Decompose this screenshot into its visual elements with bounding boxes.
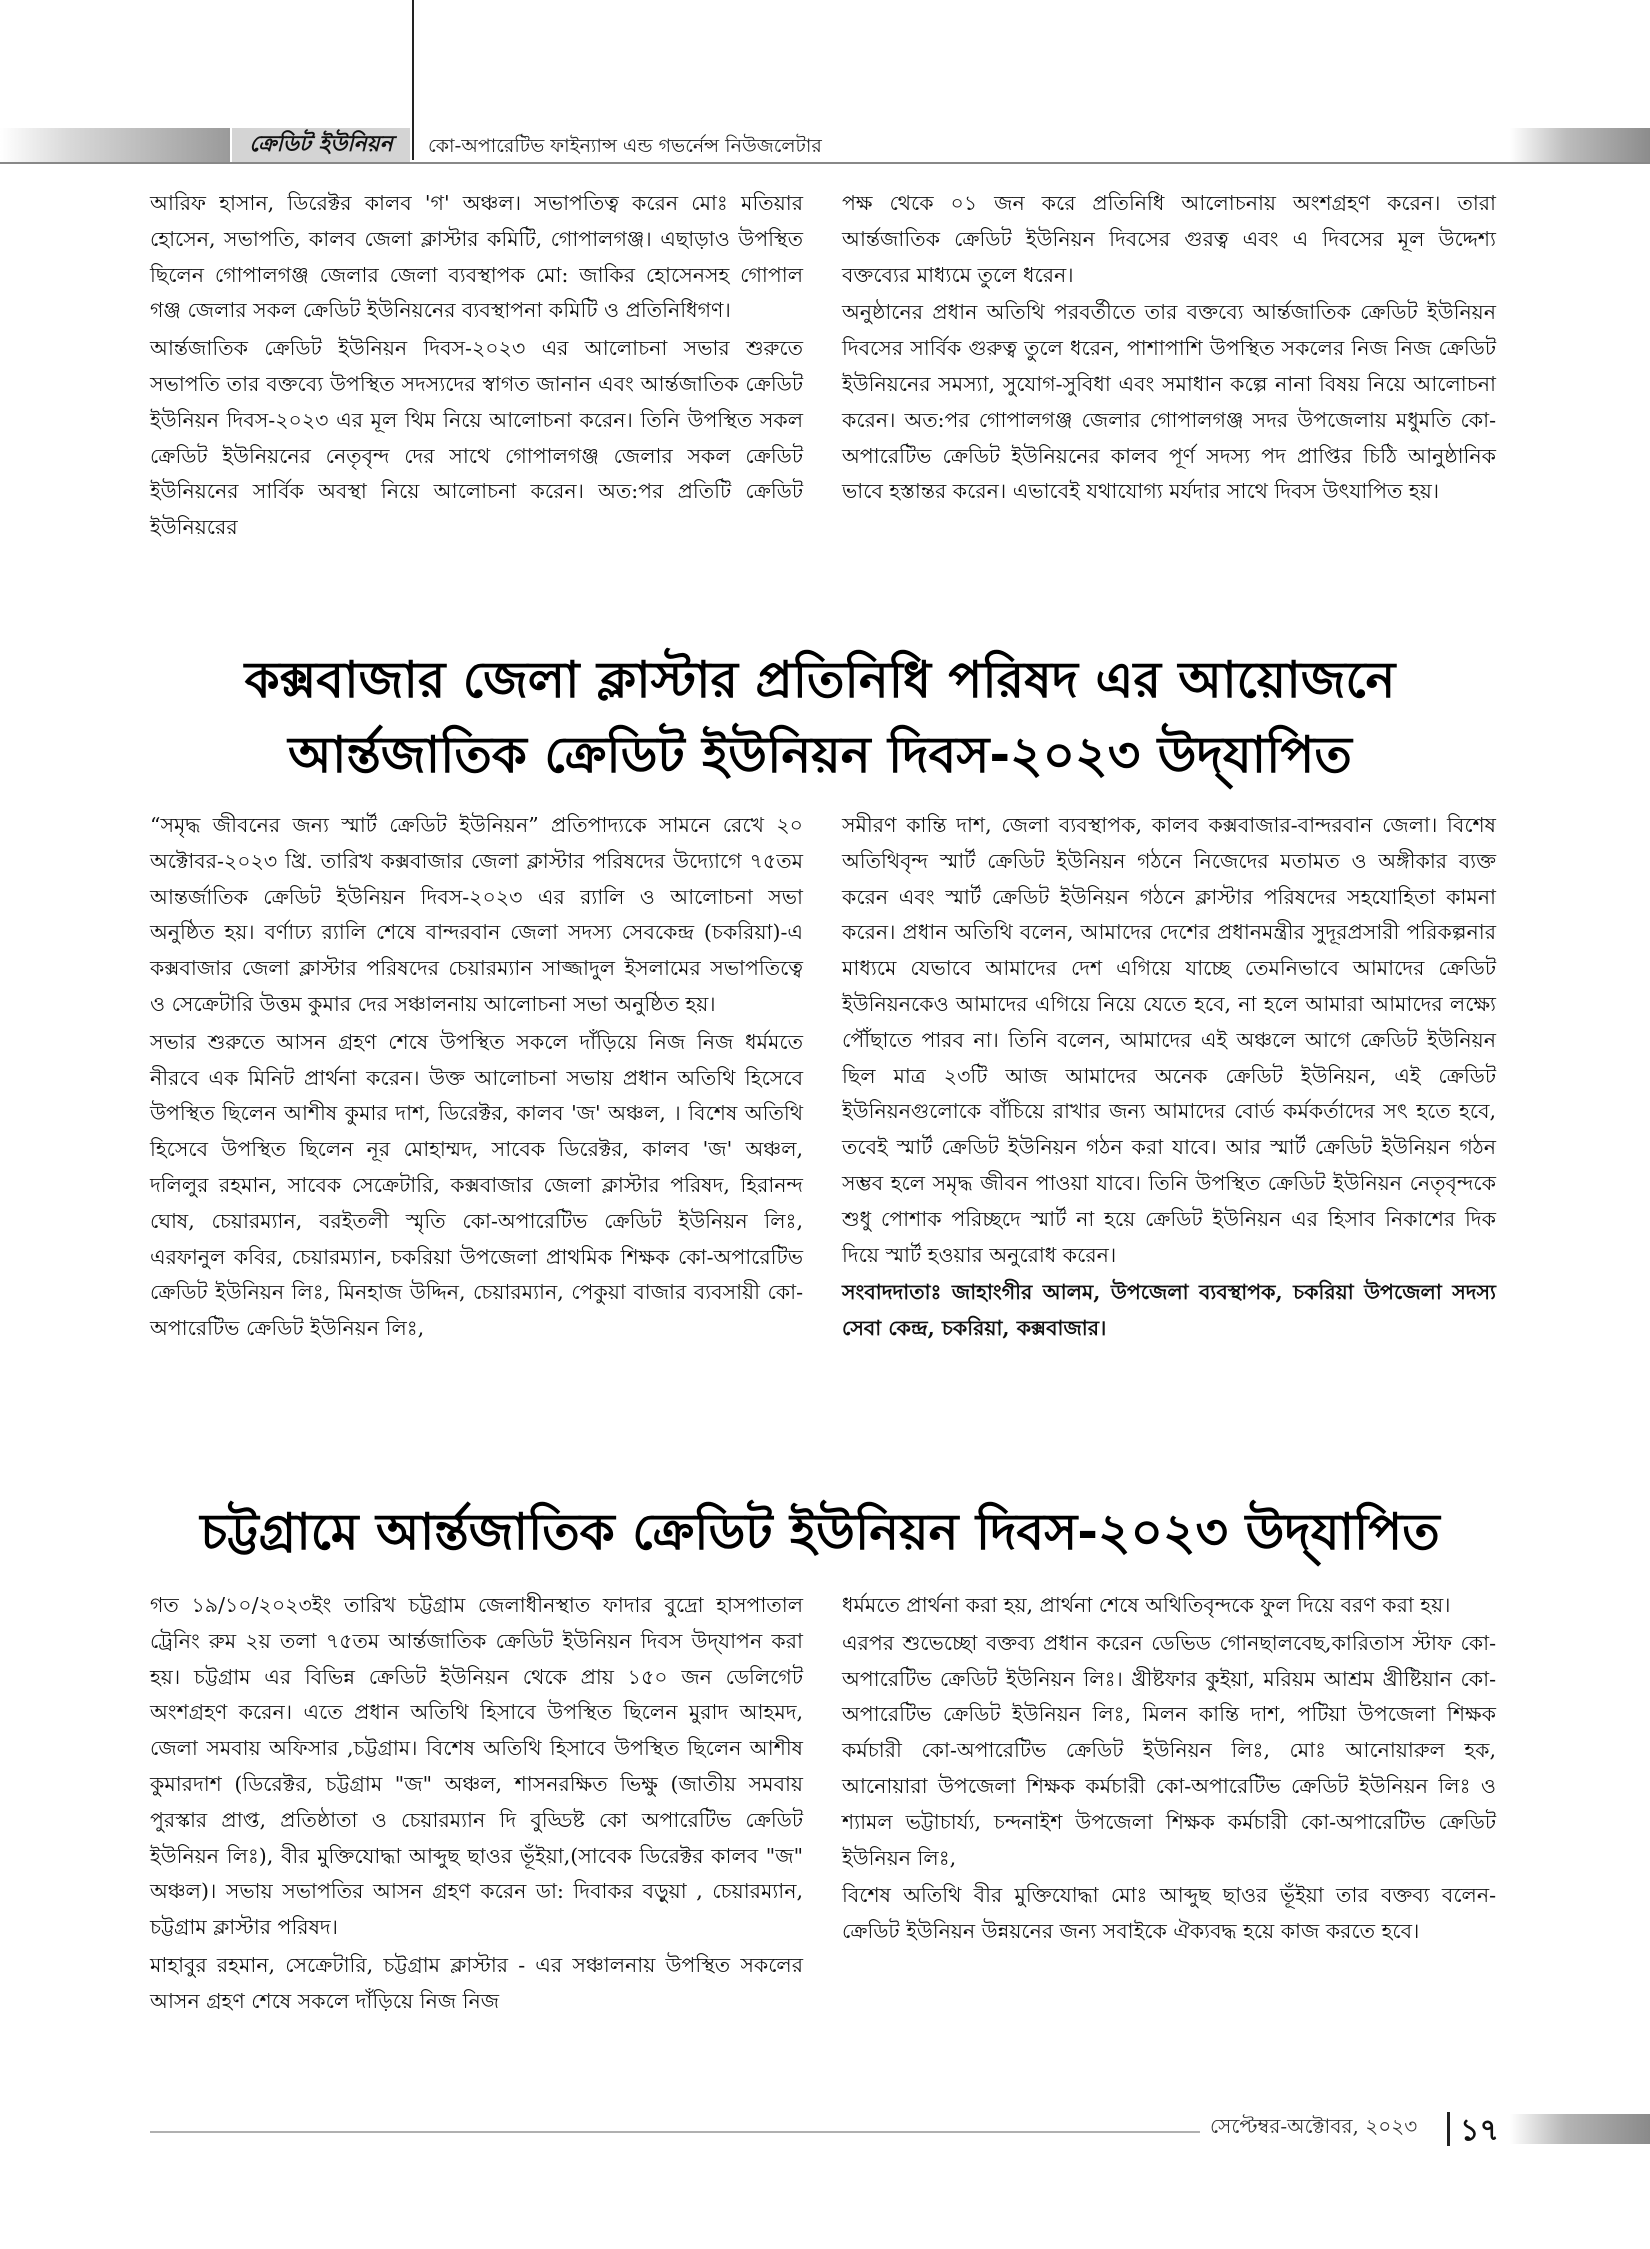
masthead-tagline: কো-অপারেটিভ ফাইন্যান্স এন্ড গভর্নেন্স নিউজলেটার	[428, 135, 822, 157]
reporter-credit: সংবাদদাতাঃ জাহাংগীর আলম, উপজেলা ব্যবস্থাপক, চকরিয়া উপজেলা সদস্য সেবা কেন্দ্র, চকরিয়া, কক্সবাজার।	[842, 1280, 1496, 1341]
article3-left-column	[150, 1588, 803, 2022]
paragraph: গত ১৯/১০/২০২৩ইং তারিখ চট্টগ্রাম জেলাধীনস্থাত ফাদার বুদ্রো হাসপাতাল ট্রেনিং রুম ২য় তলা ৭৫তম আর্ন্তজাতিক ক্রেডিট ইউনিয়ন দিবস উদ্‌যাপন করা হয়। চট্টগ্রাম এর বিভিন্ন ক্রেডিট ইউনিয়ন থেকে প্রায় ১৫০ জন ডেলিগেট অংশগ্রহণ করেন। এতে প্রধান অতিথি হিসাবে উপস্থিত ছিলেন মুরাদ আহমদ, জেলা সমবায় অফিসার ,চট্টগ্রাম। বিশেষ অতিথি হিসাবে উপস্থিত ছিলেন আশীষ কুমারদাশ (ডিরেক্টর, চট্টগ্রাম "জ" অঞ্চল, শাসনরক্ষিত ভিক্ষু (জাতীয় সমবায় পুরস্কার প্রাপ্ত, প্রতিষ্ঠাতা ও চেয়ারম্যান দি বুড্ডিষ্ট কো অপারেটিভ ক্রেডিট ইউনিয়ন লিঃ), বীর মুক্তিযোদ্ধা আব্দুছ ছাওর ভূঁইয়া,(সাবেক ডিরেক্টর কালব "জ" অঞ্চল)। সভায় সভাপতির আসন গ্রহণ করেন ডা: দিবাকর বড়ুয়া , চেয়ারম্যান, চট্টগ্রাম ক্লাস্টার পরিষদ।	[150, 1593, 803, 1940]
paragraph: পক্ষ থেকে ০১ জন করে প্রতিনিধি আলোচনায় অংশগ্রহণ করেন। তারা আর্ন্তজাতিক ক্রেডিট ইউনিয়ন দিবসের গুরত্ব এবং এ দিবসের মূল উদ্দেশ্য বক্তব্যের মাধ্যমে তুলে ধরেন।	[842, 191, 1496, 287]
paragraph: মাহাবুর রহমান, সেক্রেটারি, চট্টগ্রাম ক্লাস্টার - এর সঞ্চালনায় উপস্থিত সকলের আসন গ্রহণ শেষে সকলে দাঁড়িয়ে নিজ নিজ	[150, 1952, 803, 2013]
masthead-gradient-right	[1510, 128, 1650, 162]
paragraph: “সমৃদ্ধ জীবনের জন্য স্মার্ট ক্রেডিট ইউনিয়ন” প্রতিপাদ্যকে সামনে রেখে ২০ অক্টোবর-২০২৩ খ্রি. তারিখ কক্সবাজার জেলা ক্লাস্টার পরিষদের উদ্যোগে ৭৫তম আন্তর্জাতিক ক্রেডিট ইউনিয়ন দিবস-২০২৩ এর র‍্যালি ও আলোচনা সভা অনুষ্ঠিত হয়। বর্ণাঢ্য র‍্যালি শেষে বান্দরবান জেলা সদস্য সেবকেন্দ্র (চকরিয়া)-এ কক্সবাজার জেলা ক্লাস্টার পরিষদের চেয়ারম্যান সাজ্জাদুল ইসলামের সভাপতিত্বে ও সেক্রেটারি উত্তম কুমার দের সঞ্চালনায় আলোচনা সভা অনুষ্ঠিত হয়।	[150, 813, 803, 1016]
paragraph: আরিফ হাসান, ডিরেক্টর কালব 'গ' অঞ্চল। সভাপতিত্ব করেন মোঃ মতিয়ার হোসেন, সভাপতি, কালব জেলা ক্লাস্টার কমিটি, গোপালগঞ্জ। এছাড়াও উপস্থিত ছিলেন গোপালগঞ্জ জেলার জেলা ব্যবস্থাপক মো: জাকির হোসেনসহ গোপাল গঞ্জ জেলার সকল ক্রেডিট ইউনিয়নের ব্যবস্থাপনা কমিটি ও প্রতিনিধিগণ।	[150, 191, 803, 323]
article2-headline-line2: আর্ন্তজাতিক ক্রেডিট ইউনিয়ন দিবস-২০২৩ উদ্‌যাপিত	[288, 726, 1352, 784]
footer-rule	[150, 2131, 1200, 2133]
issue-date: সেপ্টেম্বর-অক্টোবর, ২০২৩	[1210, 2114, 1418, 2138]
page-number: ১৭	[1460, 2113, 1499, 2148]
article3-headline: চট্টগ্রামে আর্ন্তজাতিক ক্রেডিট ইউনিয়ন দিবস-২০২৩ উদ্‌যাপিত	[200, 1503, 1440, 1561]
footer-gradient	[1510, 2114, 1650, 2144]
article1-left-column	[150, 186, 803, 548]
masthead	[0, 128, 1650, 162]
masthead-rule	[0, 162, 1650, 164]
masthead-logo: ক্রেডিট ইউনিয়ন	[232, 128, 410, 162]
paragraph: আর্ন্তজাতিক ক্রেডিট ইউনিয়ন দিবস-২০২৩ এর আলোচনা সভার শুরুতে সভাপতি তার বক্তব্যে উপস্থিত সদস্যদের স্বাগত জানান এবং আর্ন্তজাতিক ক্রেডিট ইউনিয়ন দিবস-২০২৩ এর মূল থিম নিয়ে আলোচনা করেন। তিনি উপস্থিত সকল ক্রেডিট ইউনিয়নের নেতৃবৃন্দ দের সাথে গোপালগঞ্জ জেলার সকল ক্রেডিট ইউনিয়নের সার্বিক অবস্থা নিয়ে আলোচনা করেন। অত:পর প্রতিটি ক্রেডিট ইউনিয়রের	[150, 336, 803, 540]
paragraph: অনুষ্ঠানের প্রধান অতিথি পরবর্তীতে তার বক্তব্যে আর্ন্তজাতিক ক্রেডিট ইউনিয়ন দিবসের সার্বিক গুরুত্ব তুলে ধরেন, পাশাপাশি উপস্থিত সকলের নিজ নিজ ক্রেডিট ইউনিয়নের সমস্যা, সুযোগ-সুবিধা এবং সমাধান কল্পে নানা বিষয় নিয়ে আলোচনা করেন। অত:পর গোপালগঞ্জ জেলার গোপালগঞ্জ সদর উপজেলায় মধুমতি কো-অপারেটিভ ক্রেডিট ইউনিয়নের কালব পূর্ণ সদস্য পদ প্রাপ্তির চিঠি আনুষ্ঠানিক ভাবে হস্তান্তর করেন। এভাবেই যথাযোগ্য মর্যদার সাথে দিবস উৎযাপিত হয়।	[842, 300, 1496, 504]
paragraph: এরপর শুভেচ্ছো বক্তব্য প্রধান করেন ডেভিড গোনছালবেছ,কারিতাস স্টাফ কো-অপারেটিভ ক্রেডিট ইউনিয়ন লিঃ। খ্রীষ্টফার কুইয়া, মরিয়ম আশ্রম খ্রীষ্টিয়ান কো-অপারেটিভ ক্রেডিট ইউনিয়ন লিঃ, মিলন কান্তি দাশ, পটিয়া উপজেলা শিক্ষক কর্মচারী কো-অপারেটিভ ক্রেডিট ইউনিয়ন লিঃ, মোঃ আনোয়ারুল হক, আনোয়ারা উপজেলা শিক্ষক কর্মচারী কো-অপারেটিভ ক্রেডিট ইউনিয়ন লিঃ ও শ্যামল ভট্টাচার্য্য, চন্দনাইশ উপজেলা শিক্ষক কর্মচারী কো-অপারেটিভ ক্রেডিট ইউনিয়ন লিঃ,	[842, 1630, 1496, 1870]
article2-headline-line1: কক্সবাজার জেলা ক্লাস্টার প্রতিনিধি পরিষদ এর আয়োজনে	[244, 651, 1396, 709]
article3-right-column	[842, 1588, 1496, 1952]
paragraph: বিশেষ অতিথি বীর মুক্তিযোদ্ধা মোঃ আব্দুছ ছাওর ভূঁইয়া তার বক্তব্য বলেন- ক্রেডিট ইউনিয়ন উন্নয়নের জন্য সবাইকে ঐক্যবদ্ধ হয়ে কাজ করতে হবে।	[842, 1883, 1496, 1944]
paragraph: সভার শুরুতে আসন গ্রহণ শেষে উপস্থিত সকলে দাঁড়িয়ে নিজ নিজ ধর্মমতে নীরবে এক মিনিট প্রার্থনা করেন। উক্ত আলোচনা সভায় প্রধান অতিথি হিসেবে উপস্থিত ছিলেন আশীষ কুমার দাশ, ডিরেক্টর, কালব 'জ' অঞ্চল, । বিশেষ অতিথি হিসেবে উপস্থিত ছিলেন নূর মোহাম্মদ, সাবেক ডিরেক্টর, কালব 'জ' অঞ্চল, দলিলুর রহমান, সাবেক সেক্রেটারি, কক্সবাজার জেলা ক্লাস্টার পরিষদ, হিরানন্দ ঘোষ, চেয়ারম্যান, বরইতলী স্মৃতি কো-অপারেটিভ ক্রেডিট ইউনিয়ন লিঃ, এরফানুল কবির, চেয়ারম্যান, চকরিয়া উপজেলা প্রাথমিক শিক্ষক কো-অপারেটিভ ক্রেডিট ইউনিয়ন লিঃ, মিনহাজ উদ্দিন, চেয়ারম্যান, পেকুয়া বাজার ব্যবসায়ী কো-অপারেটিভ ক্রেডিট ইউনিয়ন লিঃ,	[150, 1029, 803, 1341]
article2-left-column	[150, 808, 803, 1349]
article2-right-column	[842, 808, 1496, 1349]
footer-separator	[1447, 2112, 1450, 2146]
masthead-gradient-left	[0, 128, 230, 162]
article1-right-column	[842, 186, 1496, 512]
paragraph: ধর্মমতে প্রার্থনা করা হয়, প্রার্থনা শেষে অথিতিবৃন্দকে ফুল দিয়ে বরণ করা হয়।	[842, 1593, 1451, 1617]
paragraph: সমীরণ কান্তি দাশ, জেলা ব্যবস্থাপক, কালব কক্সবাজার-বান্দরবান জেলা। বিশেষ অতিথিবৃন্দ স্মার্ট ক্রেডিট ইউনিয়ন গঠনে নিজেদের মতামত ও অঙ্গীকার ব্যক্ত করেন এবং স্মার্ট ক্রেডিট ইউনিয়ন গঠনে ক্লাস্টার পরিষদের সহযোহিতা কামনা করেন। প্রধান অতিথি বলেন, আমাদের দেশের প্রধানমন্ত্রীর সুদূরপ্রসারী পরিকল্পনার মাধ্যমে যেভাবে আমাদের দেশ এগিয়ে যাচ্ছে তেমনিভাবে আমাদের ক্রেডিট ইউনিয়নকেও আমাদের এগিয়ে নিয়ে যেতে হবে, না হলে আমারা আমাদের লক্ষ্যে পৌঁছাতে পারব না। তিনি বলেন, আমাদের এই অঞ্চলে আগে ক্রেডিট ইউনিয়ন ছিল মাত্র ২৩টি আজ আমাদের অনেক ক্রেডিট ইউনিয়ন, এই ক্রেডিট ইউনিয়নগুলোকে বাঁচিয়ে রাখার জন্য আমাদের বোর্ড কর্মকর্তাদের সৎ হতে হবে, তবেই স্মার্ট ক্রেডিট ইউনিয়ন গঠন করা যাবে। আর স্মার্ট ক্রেডিট ইউনিয়ন গঠন সম্ভব হলে সমৃদ্ধ জীবন পাওয়া যাবে। তিনি উপস্থিত ক্রেডিট ইউনিয়ন নেতৃবৃন্দকে শুধু পোশাক পরিচ্ছদে স্মার্ট না হয়ে ক্রেডিট ইউনিয়ন এর হিসাব নিকাশের দিক দিয়ে স্মার্ট হওয়ার অনুরোধ করেন।	[842, 813, 1496, 1267]
